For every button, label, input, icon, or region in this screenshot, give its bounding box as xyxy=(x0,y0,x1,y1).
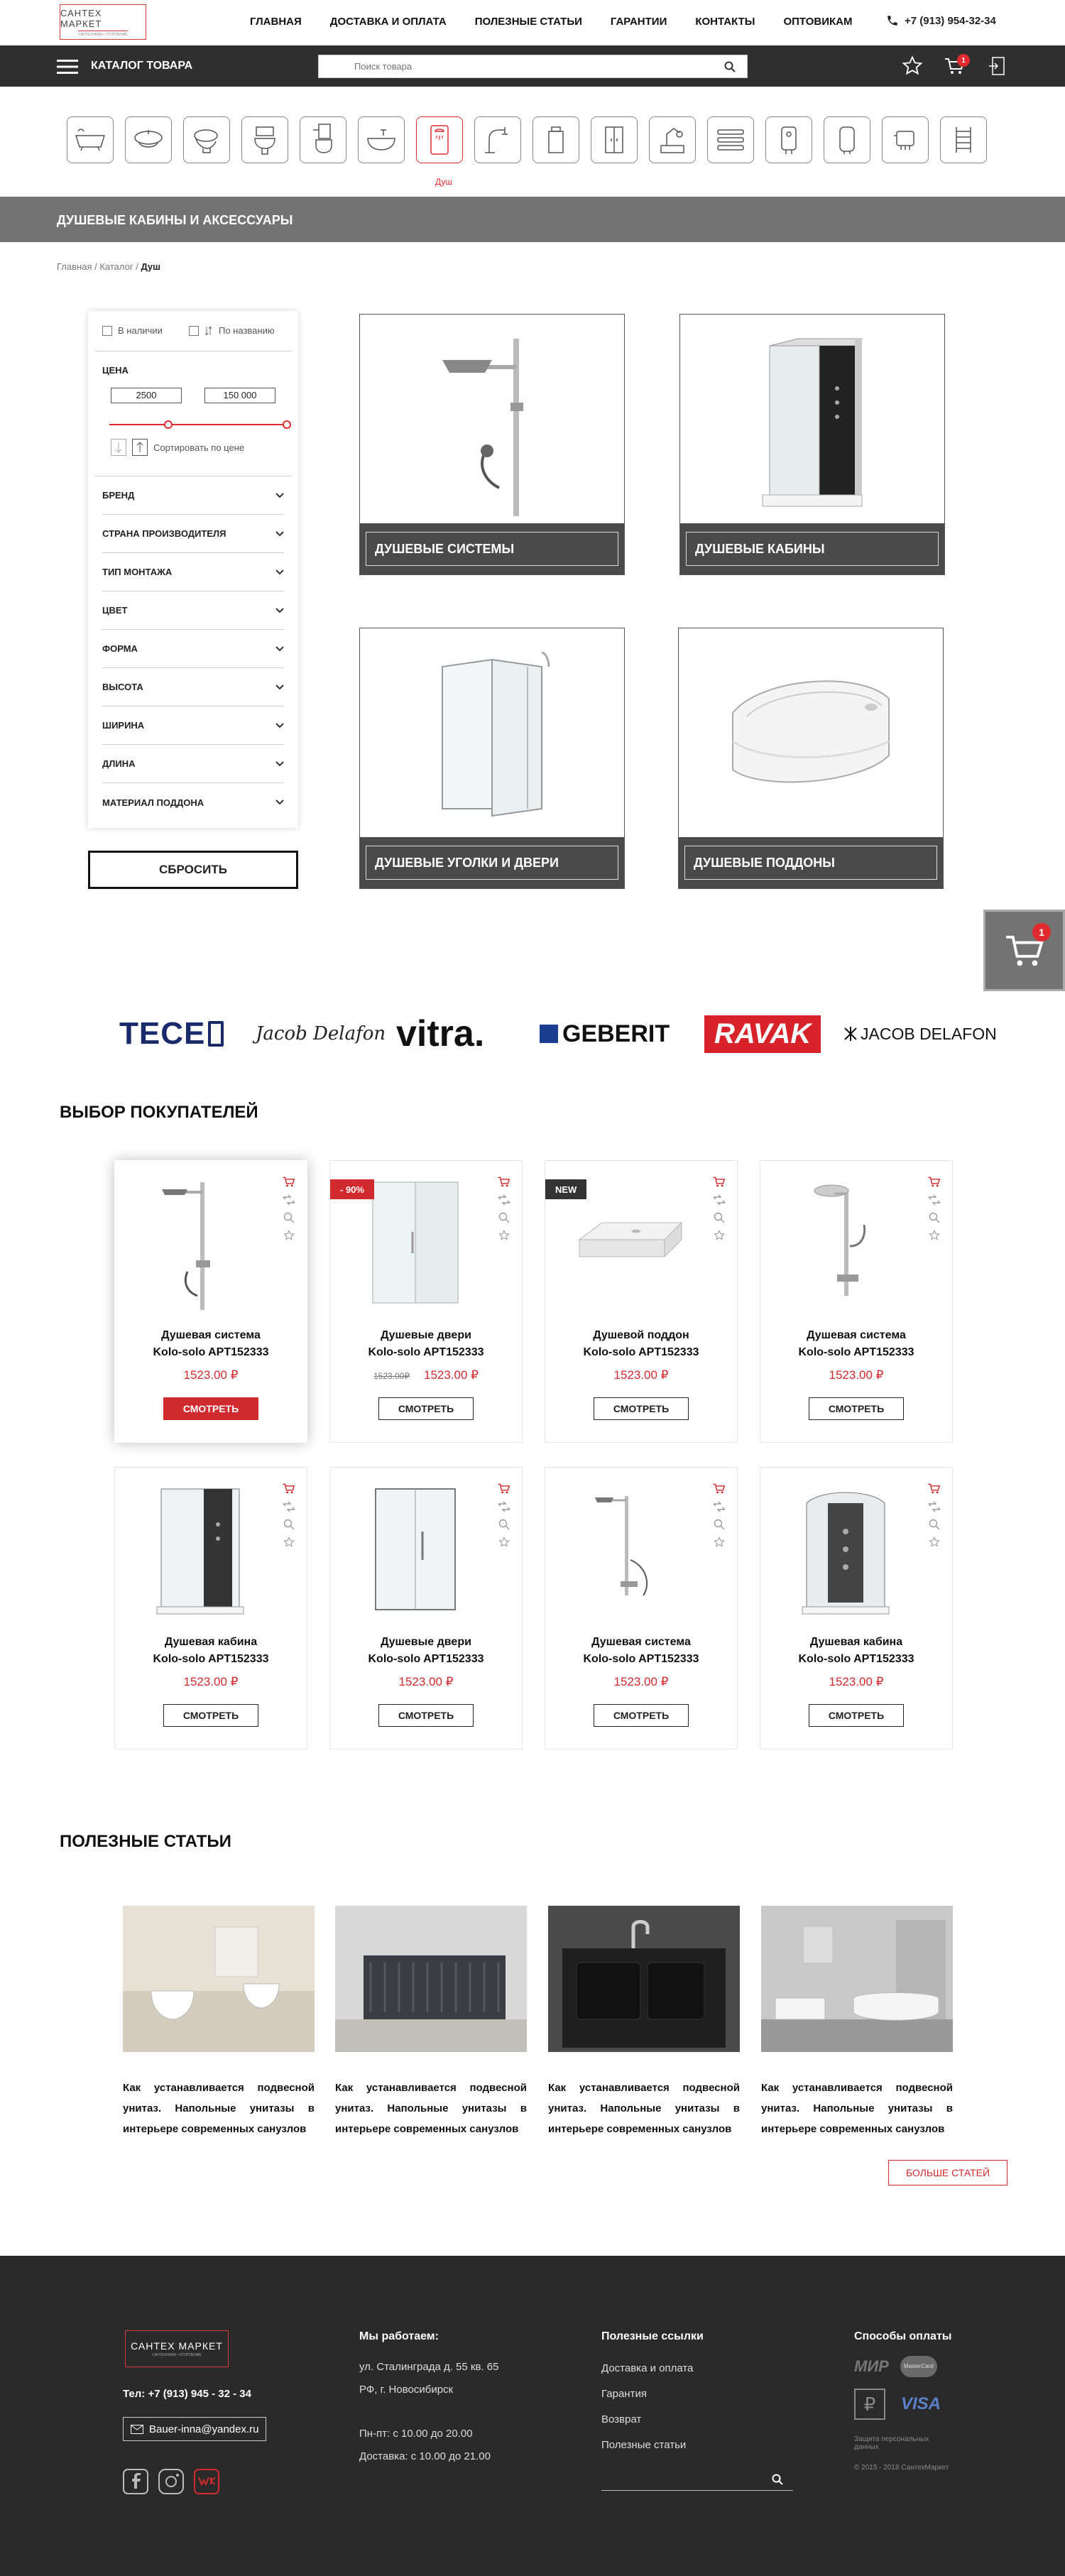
compare-icon[interactable] xyxy=(713,1501,726,1512)
product-view-button[interactable]: СМОТРЕТЬ xyxy=(163,1397,258,1420)
price-max-input[interactable]: 150 000 xyxy=(204,388,275,403)
category-washbasin-icon[interactable] xyxy=(358,116,405,163)
catalog-bar xyxy=(0,45,1065,87)
product-price: 1523.00 ₽ xyxy=(183,1675,239,1688)
product-price: 1523.00 ₽ xyxy=(613,1675,669,1688)
article-image xyxy=(123,1906,315,2052)
product-model: Kolo-solo APT152333 xyxy=(153,1346,269,1358)
footer-link-delivery[interactable]: Доставка и оплата xyxy=(601,2362,694,2374)
sort-az-icon xyxy=(204,326,213,336)
product-card[interactable] xyxy=(545,1160,738,1443)
favorite-star-icon[interactable] xyxy=(928,1537,941,1548)
product-badge: - 90% xyxy=(330,1179,374,1199)
footer-logo[interactable] xyxy=(125,2330,229,2367)
footer-search[interactable] xyxy=(601,2471,793,2491)
product-price: 1523.00 ₽ xyxy=(613,1368,669,1382)
article-card[interactable] xyxy=(761,1906,953,2139)
footer-links-title: Полезные ссылки xyxy=(601,2330,704,2342)
product-name xyxy=(115,1634,307,1668)
filter-group-label: ТИП МОНТАЖА xyxy=(102,567,173,577)
sort-label: Сортировать по цене xyxy=(153,442,245,453)
chevron-down-icon xyxy=(275,684,284,690)
compare-icon[interactable] xyxy=(283,1501,295,1512)
filter-group-mount[interactable] xyxy=(102,553,284,591)
chevron-down-icon xyxy=(275,646,284,652)
chevron-down-icon xyxy=(275,799,284,805)
shower-cabin-image xyxy=(680,315,944,525)
add-to-cart-icon[interactable] xyxy=(283,1177,295,1188)
product-price: 1523.00 ₽ xyxy=(398,1675,454,1688)
product-image[interactable] xyxy=(574,1175,687,1310)
filter-group-brand[interactable] xyxy=(102,476,284,515)
add-to-cart-icon[interactable] xyxy=(928,1483,941,1495)
product-card[interactable] xyxy=(114,1160,307,1443)
shower-doors-image xyxy=(360,628,624,839)
product-type: Душевая система xyxy=(591,1636,691,1648)
product-price: 1523.00 ₽ xyxy=(424,1368,479,1382)
footer-payments xyxy=(854,2330,954,2472)
footer-contacts xyxy=(359,2330,498,2468)
visa-logo: VISA xyxy=(901,2394,941,2413)
product-old-price: 1523.00₽ xyxy=(373,1371,410,1381)
product-card[interactable] xyxy=(329,1160,523,1443)
product-actions xyxy=(498,1177,510,1241)
nav-link-delivery[interactable]: ДОСТАВКА И ОПЛАТА xyxy=(329,16,447,28)
favorite-star-icon[interactable] xyxy=(498,1537,510,1548)
breadcrumb-catalog[interactable]: Каталог xyxy=(99,261,133,272)
phone-icon xyxy=(886,14,899,27)
brand-logo-geberit[interactable] xyxy=(540,1008,670,1059)
chevron-down-icon xyxy=(275,723,284,728)
cart-count-badge: 1 xyxy=(957,54,970,67)
compare-icon[interactable] xyxy=(498,1194,510,1206)
nav-link-guarantees[interactable]: ГАРАНТИИ xyxy=(610,16,667,28)
brand-name: Jacob Delafon xyxy=(256,1023,386,1044)
compare-icon[interactable] xyxy=(283,1194,295,1206)
mastercard-logo: MasterCard xyxy=(900,2356,937,2377)
filter-group-label: ДЛИНА xyxy=(102,758,136,769)
category-toilet-icon[interactable] xyxy=(183,116,230,163)
product-price: 1523.00 ₽ xyxy=(829,1368,884,1382)
product-view-button[interactable]: СМОТРЕТЬ xyxy=(809,1397,904,1420)
active-category-label: Душ xyxy=(435,177,453,187)
price-slider-min-handle[interactable] xyxy=(164,420,173,429)
category-sink-icon[interactable] xyxy=(125,116,172,163)
quick-view-icon[interactable] xyxy=(498,1212,510,1223)
product-model: Kolo-solo APT152333 xyxy=(798,1346,914,1358)
quick-view-icon[interactable] xyxy=(713,1519,726,1530)
product-price: 1523.00 ₽ xyxy=(183,1368,239,1382)
site-logo[interactable] xyxy=(60,4,146,40)
sort-asc-icon[interactable] xyxy=(132,439,148,456)
favorite-star-icon[interactable] xyxy=(283,1537,295,1548)
article-card[interactable] xyxy=(123,1906,315,2139)
product-name xyxy=(115,1327,307,1361)
product-actions xyxy=(283,1177,295,1241)
category-radiator-icon[interactable] xyxy=(707,116,754,163)
nav-link-contacts[interactable]: КОНТАКТЫ xyxy=(695,16,755,28)
product-image[interactable] xyxy=(789,1482,902,1617)
subcategory-footer xyxy=(360,837,624,888)
product-actions xyxy=(713,1483,726,1548)
article-text: Как устанавливается подвесной унитаз. Напольные унитазы в интерьере современных санузлов xyxy=(123,2082,315,2135)
product-type: Душевая система xyxy=(807,1329,906,1341)
sort-desc-icon[interactable] xyxy=(111,439,126,456)
product-type: Душевые двери xyxy=(381,1329,471,1341)
product-view-button[interactable]: СМОТРЕТЬ xyxy=(809,1704,904,1727)
subcategory-card-shower-cabins[interactable] xyxy=(679,314,945,575)
filter-group-tray-material[interactable] xyxy=(102,783,284,822)
category-urinal-icon[interactable] xyxy=(300,116,346,163)
footer-hours-1: Пн-пт: с 10.00 до 20.00 xyxy=(359,2428,473,2440)
category-icons xyxy=(67,116,998,163)
brand-logo-vitra[interactable] xyxy=(396,1008,484,1059)
category-bidet-icon[interactable] xyxy=(241,116,288,163)
filter-group-label: ФОРМА xyxy=(102,643,138,654)
subcategory-footer xyxy=(360,523,624,574)
product-type: Душевая кабина xyxy=(164,1636,258,1648)
product-image[interactable] xyxy=(143,1482,257,1617)
price-slider-track[interactable] xyxy=(109,424,287,425)
logo-subtext: САНТЕХНИКА • ОТОПЛЕНИЕ xyxy=(78,31,128,37)
product-view-button[interactable]: СМОТРЕТЬ xyxy=(378,1397,474,1420)
compare-icon[interactable] xyxy=(498,1501,510,1512)
product-name xyxy=(330,1634,522,1668)
add-to-cart-icon[interactable] xyxy=(498,1177,510,1188)
reset-filters-button[interactable]: СБРОСИТЬ xyxy=(88,851,298,889)
product-model: Kolo-solo APT152333 xyxy=(368,1653,484,1665)
search-box xyxy=(318,55,748,78)
article-text: Как устанавливается подвесной унитаз. Напольные унитазы в интерьере современных санузлов xyxy=(548,2082,740,2135)
chevron-down-icon xyxy=(275,761,284,767)
price-slider-max-handle[interactable] xyxy=(283,420,291,429)
product-image[interactable] xyxy=(574,1482,687,1617)
article-text: Как устанавливается подвесной унитаз. Напольные унитазы в интерьере современных санузлов xyxy=(761,2082,953,2135)
quick-view-icon[interactable] xyxy=(498,1519,510,1530)
shower-system-image xyxy=(360,315,624,525)
section-title: ДУШЕВЫЕ КАБИНЫ И АКСЕССУАРЫ xyxy=(57,213,293,227)
instagram-icon[interactable] xyxy=(158,2469,184,2494)
category-water-heater-icon[interactable] xyxy=(824,116,870,163)
subcategory-footer xyxy=(680,523,944,574)
quick-view-icon[interactable] xyxy=(283,1212,295,1223)
footer-email[interactable] xyxy=(123,2417,266,2441)
footer-links xyxy=(601,2330,793,2491)
footer-link-guarantee[interactable]: Гарантия xyxy=(601,2388,647,2400)
catalog-title[interactable]: КАТАЛОГ ТОВАРА xyxy=(91,60,193,72)
brand-logo-tece[interactable] xyxy=(119,1008,224,1059)
article-card[interactable] xyxy=(548,1906,740,2139)
product-image[interactable] xyxy=(359,1175,472,1310)
header-phone[interactable] xyxy=(886,14,996,27)
brand-name: TECE xyxy=(119,1016,206,1051)
section-header xyxy=(0,197,1065,242)
filter-group-label: ШИРИНА xyxy=(102,720,145,731)
product-price-block xyxy=(760,1675,952,1689)
product-price-block xyxy=(330,1675,522,1689)
compare-icon[interactable] xyxy=(713,1194,726,1206)
product-actions xyxy=(928,1177,941,1241)
logo-text: САНТЕХ МАРКЕТ xyxy=(60,7,102,29)
favorites-star-icon[interactable] xyxy=(902,55,923,77)
product-type: Душевая система xyxy=(161,1329,261,1341)
filter-group-shape[interactable] xyxy=(102,630,284,668)
product-name xyxy=(760,1327,952,1361)
product-actions xyxy=(498,1483,510,1548)
product-price-block xyxy=(545,1368,737,1382)
product-card[interactable] xyxy=(760,1467,953,1750)
filter-group-color[interactable] xyxy=(102,591,284,630)
product-view-button[interactable]: СМОТРЕТЬ xyxy=(594,1397,689,1420)
phone-number: +7 (913) 954-32-34 xyxy=(905,14,996,27)
product-image[interactable] xyxy=(143,1175,257,1310)
picks-title: ВЫБОР ПОКУПАТЕЛЕЙ xyxy=(60,1103,258,1122)
filter-panel xyxy=(88,311,298,828)
product-model: Kolo-solo APT152333 xyxy=(583,1346,699,1358)
favorite-star-icon[interactable] xyxy=(713,1230,726,1241)
quick-view-icon[interactable] xyxy=(928,1519,941,1530)
brand-name: GEBERIT xyxy=(562,1020,670,1047)
quick-view-icon[interactable] xyxy=(283,1519,295,1530)
chevron-down-icon xyxy=(275,569,284,575)
product-price-block xyxy=(115,1675,307,1689)
product-name xyxy=(330,1327,522,1361)
favorite-star-icon[interactable] xyxy=(928,1230,941,1241)
shower-tray-image xyxy=(679,628,943,839)
social-links xyxy=(123,2469,219,2494)
facebook-icon[interactable] xyxy=(123,2469,148,2494)
footer-address-1: ул. Сталинграда д. 55 кв. 65 xyxy=(359,2361,499,2373)
category-faucet-icon[interactable] xyxy=(474,116,521,163)
product-actions xyxy=(283,1483,295,1548)
vk-icon[interactable] xyxy=(194,2469,219,2494)
category-mixer-icon[interactable] xyxy=(532,116,579,163)
search-icon[interactable] xyxy=(772,2474,783,2485)
add-to-cart-icon[interactable] xyxy=(713,1177,726,1188)
product-badge: NEW xyxy=(545,1179,586,1199)
filter-group-length[interactable] xyxy=(102,745,284,783)
filter-group-label: ВЫСОТА xyxy=(102,682,143,692)
breadcrumb-separator: / xyxy=(92,261,100,272)
product-image[interactable] xyxy=(359,1482,472,1617)
filter-in-stock[interactable] xyxy=(102,325,163,336)
subcategory-label: ДУШЕВЫЕ ПОДДОНЫ xyxy=(684,846,937,880)
footer xyxy=(0,2256,1065,2576)
brand-logo-jacob-delafon[interactable] xyxy=(843,1008,997,1059)
article-card[interactable] xyxy=(335,1906,527,2139)
subcategory-label: ДУШЕВЫЕ КАБИНЫ xyxy=(686,532,939,566)
product-actions xyxy=(713,1177,726,1241)
subcategory-label: ДУШЕВЫЕ СИСТЕМЫ xyxy=(366,532,618,566)
subcategory-card-shower-trays[interactable] xyxy=(678,628,944,889)
brand-name: RAVAK xyxy=(704,1015,821,1053)
subcategory-footer xyxy=(679,837,943,888)
category-bath-icon[interactable] xyxy=(67,116,114,163)
price-min-input[interactable]: 2500 xyxy=(111,388,182,403)
breadcrumb-current: Душ xyxy=(141,261,160,272)
logo-text: САНТЕХ МАРКЕТ xyxy=(131,2340,223,2352)
footer-hours-2: Доставка: с 10.00 до 21.00 xyxy=(359,2450,491,2462)
brand-logo-ravak[interactable] xyxy=(704,1008,821,1059)
menu-icon[interactable] xyxy=(57,60,78,74)
product-card[interactable] xyxy=(760,1160,953,1443)
brand-logo-jacob-delafon-script[interactable] xyxy=(256,1008,386,1059)
product-name xyxy=(760,1634,952,1668)
mail-icon xyxy=(131,2425,143,2434)
footer-link-return[interactable]: Возврат xyxy=(601,2413,642,2425)
quick-view-icon[interactable] xyxy=(713,1212,726,1223)
more-articles-button[interactable]: БОЛЬШЕ СТАТЕЙ xyxy=(888,2160,1007,2185)
chevron-down-icon xyxy=(275,493,284,498)
ruble-icon: ₽ xyxy=(854,2389,885,2420)
breadcrumb-separator: / xyxy=(133,261,141,272)
category-hand-dryer-icon[interactable] xyxy=(882,116,929,163)
breadcrumb-home[interactable]: Главная xyxy=(57,261,92,272)
add-to-cart-icon[interactable] xyxy=(498,1483,510,1495)
by-name-label: По названию xyxy=(219,325,275,336)
article-image xyxy=(548,1906,740,2052)
product-image[interactable] xyxy=(789,1175,902,1310)
articles-title: ПОЛЕЗНЫЕ СТАТЬИ xyxy=(60,1832,231,1851)
search-input[interactable] xyxy=(319,55,702,77)
product-price-block xyxy=(760,1368,952,1382)
product-model: Kolo-solo APT152333 xyxy=(798,1653,914,1665)
logo-subtext: САНТЕХНИКА • ОТОПЛЕНИЕ xyxy=(152,2353,202,2357)
jacob-delafon-mark-icon xyxy=(843,1027,858,1041)
product-model: Kolo-solo APT152333 xyxy=(583,1653,699,1665)
filter-group-height[interactable] xyxy=(102,668,284,706)
product-name xyxy=(545,1634,737,1668)
mir-logo: МИР xyxy=(854,2357,889,2375)
product-view-button[interactable]: СМОТРЕТЬ xyxy=(163,1704,258,1727)
product-price: 1523.00 ₽ xyxy=(829,1675,884,1688)
category-cabinet-icon[interactable] xyxy=(591,116,638,163)
filter-group-country[interactable] xyxy=(102,515,284,553)
product-view-button[interactable]: СМОТРЕТЬ xyxy=(378,1704,474,1727)
top-header xyxy=(0,0,1065,45)
footer-phone[interactable]: Тел: +7 (913) 945 - 32 - 34 xyxy=(123,2388,251,2400)
search-icon[interactable] xyxy=(724,61,736,72)
favorite-star-icon[interactable] xyxy=(498,1230,510,1241)
compare-icon[interactable] xyxy=(928,1501,941,1512)
brand-name: JACOB DELAFON xyxy=(861,1024,997,1043)
chevron-down-icon xyxy=(275,531,284,537)
product-type: Душевая кабина xyxy=(809,1636,903,1648)
filter-group-label: БРЕНД xyxy=(102,490,135,501)
category-accessories-icon[interactable] xyxy=(649,116,696,163)
article-image xyxy=(335,1906,527,2052)
product-name xyxy=(545,1327,737,1361)
filter-group-label: ЦВЕТ xyxy=(102,605,128,616)
subcategory-card-shower-doors[interactable] xyxy=(359,628,625,889)
in-stock-label: В наличии xyxy=(118,325,163,336)
price-title: ЦЕНА xyxy=(102,365,129,376)
filter-group-label: МАТЕРИАЛ ПОДДОНА xyxy=(102,797,204,808)
copyright: © 2015 - 2018 СантехМаркет xyxy=(854,2464,949,2472)
product-card[interactable] xyxy=(545,1467,738,1750)
add-to-cart-icon[interactable] xyxy=(928,1177,941,1188)
email-text: Bauer-inna@yandex.ru xyxy=(149,2423,259,2435)
product-price-block xyxy=(115,1368,307,1382)
filter-by-name[interactable] xyxy=(189,325,275,336)
brand-name: vitra. xyxy=(396,1013,485,1054)
footer-link-articles[interactable]: Полезные статьи xyxy=(601,2439,687,2451)
quick-view-icon[interactable] xyxy=(928,1212,941,1223)
by-name-checkbox[interactable] xyxy=(189,326,199,336)
sort-by-price[interactable] xyxy=(111,439,244,456)
compare-icon[interactable] xyxy=(928,1194,941,1206)
subcategory-card-shower-systems[interactable] xyxy=(359,314,625,575)
add-to-cart-icon[interactable] xyxy=(283,1483,295,1495)
article-image xyxy=(761,1906,953,2052)
product-model: Kolo-solo APT152333 xyxy=(368,1346,484,1358)
filter-group-width[interactable] xyxy=(102,706,284,745)
footer-address-2: РФ, г. Новосибирск xyxy=(359,2384,454,2396)
product-price-block xyxy=(330,1368,522,1382)
nav-link-wholesale[interactable]: ОПТОВИКАМ xyxy=(783,16,853,28)
product-card[interactable] xyxy=(329,1467,523,1750)
filter-group-label: СТРАНА ПРОИЗВОДИТЕЛЯ xyxy=(102,528,226,539)
login-icon[interactable] xyxy=(988,57,1005,75)
subcategory-label: ДУШЕВЫЕ УГОЛКИ И ДВЕРИ xyxy=(366,846,618,880)
privacy-link[interactable]: Защита персональных данных xyxy=(854,2435,929,2451)
nav-link-articles[interactable]: ПОЛЕЗНЫЕ СТАТЬИ xyxy=(474,16,582,28)
product-card[interactable] xyxy=(114,1467,307,1750)
footer-pay-title: Способы оплаты xyxy=(854,2330,952,2342)
product-model: Kolo-solo APT152333 xyxy=(153,1653,269,1665)
category-boiler-icon[interactable] xyxy=(765,116,812,163)
favorite-star-icon[interactable] xyxy=(283,1230,295,1241)
in-stock-checkbox[interactable] xyxy=(102,326,112,336)
product-actions xyxy=(928,1483,941,1548)
main-nav xyxy=(250,16,880,28)
floating-cart-button[interactable] xyxy=(983,910,1065,991)
brand-logos xyxy=(114,1008,1008,1059)
add-to-cart-icon[interactable] xyxy=(713,1483,726,1495)
favorite-star-icon[interactable] xyxy=(713,1537,726,1548)
category-shower-icon[interactable] xyxy=(416,116,463,163)
article-text: Как устанавливается подвесной унитаз. Напольные унитазы в интерьере современных санузлов xyxy=(335,2082,527,2135)
floating-cart-badge: 1 xyxy=(1032,923,1051,942)
footer-work-title: Мы работаем: xyxy=(359,2330,439,2342)
product-price-block xyxy=(545,1675,737,1689)
product-type: Душевой поддон xyxy=(593,1329,689,1341)
breadcrumb xyxy=(57,261,160,272)
category-towel-rail-icon[interactable] xyxy=(940,116,987,163)
product-type: Душевые двери xyxy=(381,1636,471,1648)
chevron-down-icon xyxy=(275,608,284,613)
nav-link-home[interactable]: ГЛАВНАЯ xyxy=(250,16,302,28)
product-view-button[interactable]: СМОТРЕТЬ xyxy=(594,1704,689,1727)
